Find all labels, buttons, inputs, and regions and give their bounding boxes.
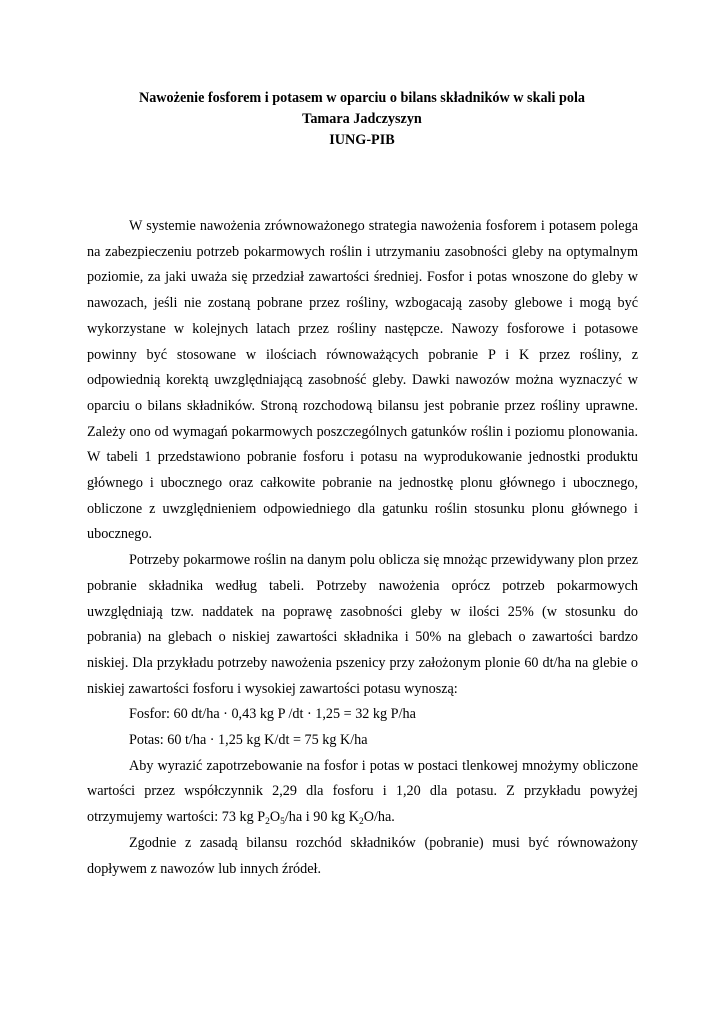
paragraph-oxide-conversion xyxy=(87,754,638,831)
formula-potassium: Potas: 60 t/ha · 1,25 kg K/dt = 75 kg K/ha xyxy=(129,732,368,749)
oxide-subscript-p2: 2 xyxy=(265,817,270,828)
paragraph-balance: Zgodnie z zasadą bilansu rozchód składników (pobranie) musi być równoważony dopływem z nawozów lub innych źródeł. xyxy=(87,834,638,877)
paragraph-intro: W systemie nawożenia zrównoważonego strategia nawożenia fosforem i potasem polega na zabezpieczeniu potrzeb pokarmowych roślin i utrzymaniu zasobności gleby na optymalnym poziomie, za jaki uważa się przedział zawartości średniej. Fosfor i potas wnoszone do gleby w nawozach, jeśli nie zostaną pobrane przez rośliny, wzbogacają zasoby glebowe i mogą być wykorzystane w kolejnych latach przez rośliny następcze. Nawozy fosforowe i potasowe powinny być stosowane w ilościach równoważących pobranie P i K przez rośliny, z odpowiednią korektą uwzględniającą zasobność gleby. Dawki nawozów można wyznaczyć w oparciu o bilans składników. Stroną rozchodową bilansu jest pobranie przez rośliny uprawne. Zależy ono od wymagań pokarmowych poszczególnych gatunków roślin i poziomu plonowania. W tabeli 1 przedstawiono pobranie fosforu i potasu na wyprodukowanie jednostki produktu głównego i ubocznego oraz całkowite pobranie na jednostkę plonu głównego i ubocznego, obliczone z uwzględnieniem odpowiedniego dla gatunku roślin stosunku plonu głównego i ubocznego. xyxy=(87,218,638,543)
document-institution: IUNG-PIB xyxy=(329,132,395,148)
document-author: Tamara Jadczyszyn xyxy=(302,111,422,127)
oxide-subscript-o5: 5 xyxy=(280,817,285,828)
oxide-subscript-k2: 2 xyxy=(358,817,364,828)
oxide-text-end: O/ha. xyxy=(363,809,395,826)
document-body xyxy=(87,214,638,882)
formula-phosphorus: Fosfor: 60 dt/ha · 0,43 kg P /dt · 1,25 = 32 kg P/ha xyxy=(129,706,416,723)
oxide-text-mid: /ha i 90 kg K xyxy=(284,809,359,826)
oxide-text-o: O xyxy=(269,809,281,826)
document-header xyxy=(0,88,724,151)
oxide-text-main: Aby wyrazić zapotrzebowanie na fosfor i potas w postaci tlenkowej mnożymy obliczone wartości przez współczynnik 2,29 dla fosforu i 1,20 dla potasu. Z przykładu powyżej otrzymujemy wartości: 73 kg P xyxy=(87,757,638,826)
paragraph-needs: Potrzeby pokarmowe roślin na danym polu oblicza się mnożąc przewidywany plon przez pobranie składnika według tabeli. Potrzeby nawożenia oprócz potrzeb pokarmowych uwzględniają tzw. naddatek na poprawę zasobności gleby w ilości 25% (w stosunku do pobrania) na glebach o niskiej zawartości składnika i 50% na glebach o zawartości bardzo niskiej. Dla przykładu potrzeby nawożenia pszenicy przy założonym plonie 60 dt/ha na glebie o niskiej zawartości fosforu i wysokiej zawartości potasu wynoszą: xyxy=(87,552,638,697)
document-title: Nawożenie fosforem i potasem w oparciu o bilans składników w skali pola xyxy=(138,90,586,106)
